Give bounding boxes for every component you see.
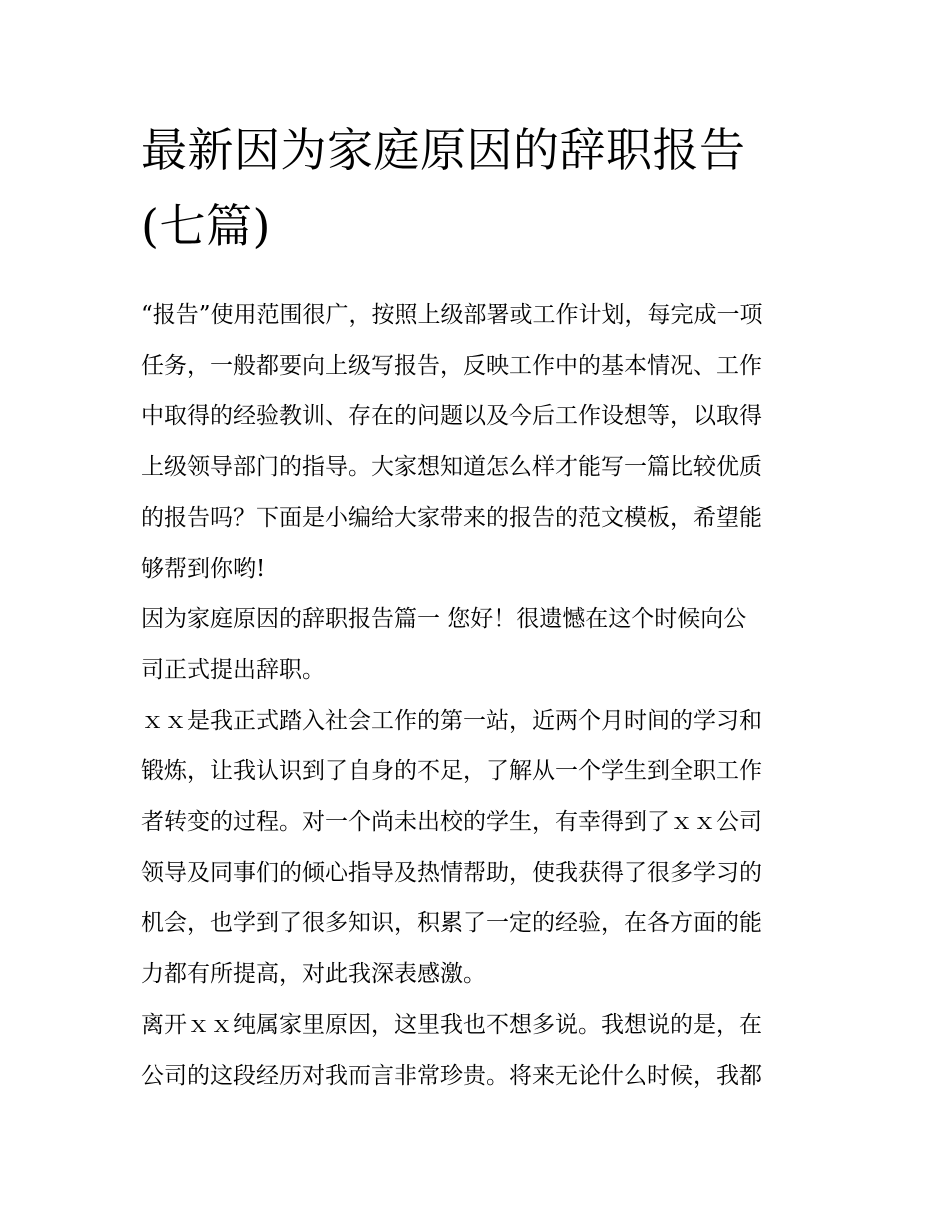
text-line: 因为家庭原因的辞职报告篇一 您好！很遗憾在这个时候向公	[141, 606, 747, 633]
body-paragraph	[141, 1000, 813, 1101]
document-title	[141, 112, 813, 264]
text-line: 领导及同事们的倾心指导及热情帮助，使我获得了很多学习的	[141, 859, 762, 886]
text-line: 力都有所提高，对此我深表感激。	[141, 961, 486, 988]
text-line: ｘｘ是我正式踏入社会工作的第一站，近两个月时间的学习和	[141, 707, 762, 734]
text-line: 公司的这段经历对我而言非常珍贵。将来无论什么时候，我都	[141, 1062, 762, 1089]
section-heading-paragraph	[141, 594, 813, 695]
body-paragraph	[141, 696, 813, 1000]
text-line: 上级领导部门的指导。大家想知道怎么样才能写一篇比较优质	[141, 454, 762, 481]
title-line: (七篇)	[141, 199, 271, 253]
text-line: 锻炼，让我认识到了自身的不足，了解从一个学生到全职工作	[141, 758, 762, 785]
text-line: 任务，一般都要向上级写报告，反映工作中的基本情况、工作	[141, 352, 762, 379]
title-line: 最新因为家庭原因的辞职报告	[141, 123, 746, 177]
text-line: 够帮到你哟!	[141, 555, 266, 582]
text-line: 的报告吗？下面是小编给大家带来的报告的范文模板，希望能	[141, 504, 762, 531]
text-line: 机会，也学到了很多知识，积累了一定的经验，在各方面的能	[141, 910, 762, 937]
text-line: 中取得的经验教训、存在的问题以及今后工作设想等，以取得	[141, 403, 762, 430]
text-line: 离开ｘｘ纯属家里原因，这里我也不想多说。我想说的是，在	[141, 1011, 762, 1038]
document-body	[141, 290, 813, 1101]
text-line: 者转变的过程。对一个尚未出校的学生，有幸得到了ｘｘ公司	[141, 809, 762, 836]
intro-paragraph	[141, 290, 813, 594]
text-line: 司正式提出辞职。	[141, 656, 325, 683]
document-content	[141, 112, 813, 1101]
text-line: “报告”使用范围很广，按照上级部署或工作计划，每完成一项	[141, 302, 763, 328]
